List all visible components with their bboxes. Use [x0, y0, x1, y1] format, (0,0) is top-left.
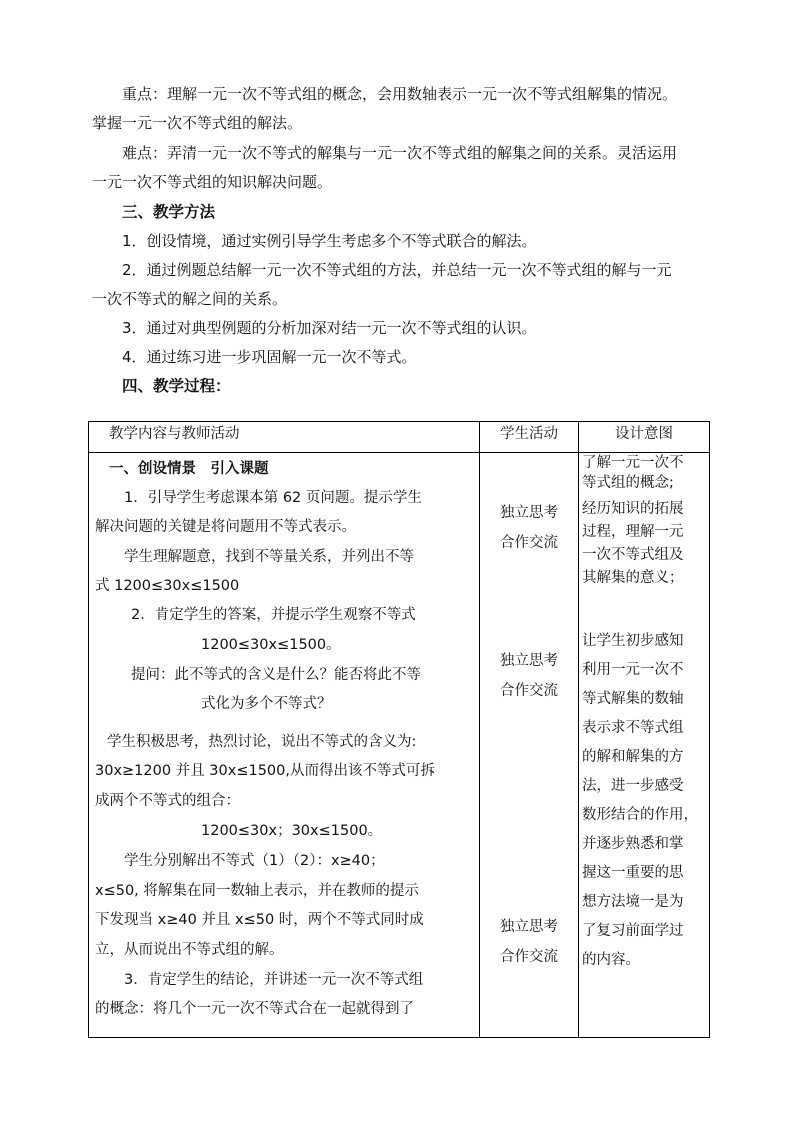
content-line: 式化为多个不等式？	[201, 696, 332, 712]
activity-text: 合作交流	[500, 949, 558, 965]
method-item: 4．通过练习进一步巩固解一元一次不等式。	[122, 348, 417, 366]
process-heading: 四、教学过程：	[122, 377, 231, 395]
content-line: 1200≤30x；30x≤1500。	[201, 823, 383, 839]
intent-line: 利用一元一次不	[582, 662, 684, 678]
method-item: 1．创设情境，通过实例引导学生考虑多个不等式联合的解法。	[122, 232, 537, 250]
activity-text: 合作交流	[500, 683, 558, 699]
intent-line: 经历知识的拓展	[582, 501, 684, 517]
focus-line-2: 掌握一元一次不等式组的解法。	[92, 114, 303, 132]
student-activity-cell	[480, 453, 579, 1038]
intent-line: 了复习前面学过	[582, 923, 684, 939]
method-item: 一次不等式的解之间的关系。	[92, 290, 288, 308]
content-line: 式 1200≤30x≤1500	[95, 578, 240, 594]
intent-line: 数形结合的作用，	[582, 807, 698, 823]
section-title: 一、创设情景 引入课题	[109, 461, 269, 477]
method-item: 2．通过例题总结解一元一次不等式组的方法，并总结一元一次不等式组的解与一元	[122, 261, 672, 279]
content-cell	[89, 453, 480, 1038]
table-row	[89, 453, 710, 1038]
intent-line: 让学生初步感知	[582, 633, 684, 649]
intent-line: 其解集的意义；	[582, 570, 684, 586]
intent-line: 等式组的概念;	[582, 475, 674, 491]
content-line: 2．肯定学生的答案，并提示学生观察不等式	[131, 607, 416, 623]
design-intent-cell	[579, 453, 710, 1038]
intent-line: 握这一重要的思	[582, 865, 684, 881]
intent-line: 等式解集的数轴	[582, 691, 684, 707]
lesson-process-table	[88, 421, 710, 1038]
intent-line: 表示求不等式组	[582, 720, 684, 736]
intent-line: 并逐步熟悉和掌	[582, 836, 684, 852]
activity-text: 独立思考	[500, 919, 558, 935]
content-line: x≤50, 将解集在同一数轴上表示，并在教师的提示	[95, 883, 419, 899]
difficulty-line-2: 一元一次不等式组的知识解决问题。	[92, 173, 333, 191]
intent-line: 法，进一步感受	[582, 778, 684, 794]
content-line: 学生理解题意，找到不等量关系，并列出不等	[124, 549, 414, 565]
content-line: 下发现当 x≥40 并且 x≤50 时，两个不等式同时成	[95, 912, 424, 928]
header-design-intent: 设计意图	[579, 422, 710, 453]
intent-line: 一次不等式组及	[582, 547, 684, 563]
content-line: 的概念：将几个一元一次不等式合在一起就得到了	[95, 1001, 414, 1017]
content-line: 解决问题的关键是将问题用不等式表示。	[95, 519, 356, 535]
content-line: 学生分别解出不等式（1）（2）：x≥40；	[124, 853, 385, 869]
content-line: 1200≤30x≤1500。	[201, 637, 341, 653]
table-header-row	[89, 422, 710, 453]
methods-heading: 三、教学方法	[122, 203, 216, 221]
content-line: 成两个不等式的组合：	[95, 793, 240, 809]
activity-text: 独立思考	[500, 505, 558, 521]
intent-line: 过程，理解一元	[582, 524, 684, 540]
focus-line-1: 重点：理解一元一次不等式组的概念，会用数轴表示一元一次不等式组解集的情况。	[122, 85, 678, 103]
content-line: 1．引导学生考虑课本第 62 页问题。提示学生	[124, 490, 422, 506]
content-line: 提问：此不等式的含义是什么？能否将此不等	[131, 667, 421, 683]
content-line: 立，从而说出不等式组的解。	[95, 942, 284, 958]
activity-text: 独立思考	[500, 653, 558, 669]
intent-line: 想方法境一是为	[582, 894, 684, 910]
difficulty-line-1: 难点：弄清一元一次不等式的解集与一元一次不等式组的解集之间的关系。灵活运用	[122, 144, 678, 162]
method-item: 3．通过对典型例题的分析加深对结一元一次不等式组的认识。	[122, 319, 537, 337]
content-line: 学生积极思考，热烈讨论，说出不等式的含义为:	[107, 734, 417, 750]
intent-line: 了解一元一次不	[582, 455, 684, 471]
header-content: 教学内容与教师活动	[89, 422, 480, 453]
intent-line: 的内容。	[582, 952, 640, 968]
content-line: 3．肯定学生的结论，并讲述一元一次不等式组	[124, 972, 424, 988]
header-student-activity: 学生活动	[480, 422, 579, 453]
intent-line: 的解和解集的方	[582, 749, 684, 765]
content-line: 30x≥1200 并且 30x≤1500,从而得出该不等式可拆	[95, 763, 435, 779]
activity-text: 合作交流	[500, 535, 558, 551]
